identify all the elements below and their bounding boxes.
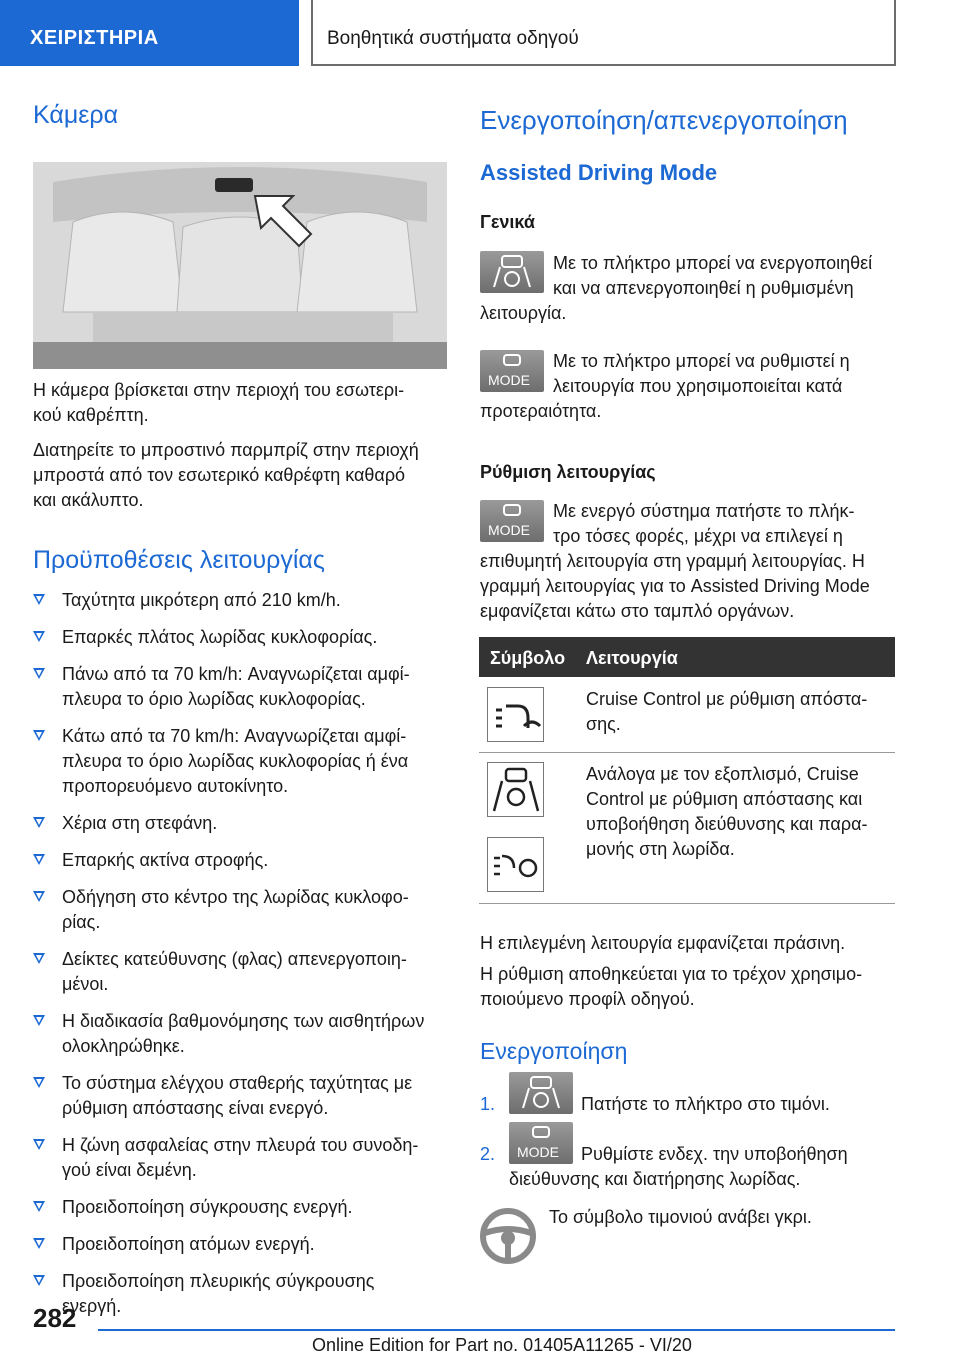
table-row-1-function: Cruise Control με ρύθμιση απόστα‐ σης. <box>586 689 868 734</box>
mode-label: MODE <box>488 372 530 388</box>
footer-edition: Online Edition for Part no. 01405A11265 - VI/20 <box>312 1335 692 1355</box>
requirement-item <box>33 811 453 836</box>
wheel-symbol-note: Το σύμβολο τιμονιού ανάβει γκρι. <box>549 1207 812 1227</box>
requirement-text: Προειδοποίηση ατόμων ενεργή. <box>62 1234 315 1254</box>
selected-function-note: Η επιλεγμένη λειτουργία εμφανίζεται πράσινη. <box>480 933 846 953</box>
profile-storage-note: Η ρύθμιση αποθηκεύεται για το τρέχον χρησιμο‐ ποιούμενο προφίλ οδηγού. <box>480 964 863 1009</box>
requirement-item <box>33 724 453 799</box>
requirement-text: Η διαδικασία βαθμονόμησης των αισθητήρων ολοκληρώθηκε. <box>62 1011 425 1056</box>
requirement-text: Το σύστημα ελέγχου σταθερής ταχύτητας με ρύθμιση απόστασης είναι ενεργό. <box>62 1073 413 1118</box>
requirement-text: Επαρκές πλάτος λωρίδας κυκλοφορίας. <box>62 627 378 647</box>
activation-deactivation-title: Ενεργοποίηση/απενεργοποίηση <box>480 105 848 135</box>
requirement-item <box>33 885 453 935</box>
cruise-control-distance-icon <box>488 688 545 743</box>
requirement-item <box>33 1133 453 1183</box>
requirement-text: Δείκτες κατεύθυνσης (φλας) απενεργοποιη‐ μένοι. <box>62 949 407 994</box>
bullet-triangle-icon <box>33 594 45 605</box>
step-1-button-image <box>509 1072 573 1114</box>
camera-paragraph-2: Διατηρείτε το μπροστινό παρμπρίζ στην περιοχή μπροστά από τον εσωτερικό καθρέφτη καθαρό και ακάλυπτο. <box>33 440 419 510</box>
bullet-triangle-icon <box>33 631 45 642</box>
general-paragraph-2-top: Με το πλήκτρο μπορεί να ρυθμιστεί η λειτουργία που χρησιμοποιείται κατά <box>553 351 850 396</box>
general-paragraph-1-end: λειτουργία. <box>480 303 567 323</box>
steering-wheel-icon <box>479 1207 537 1265</box>
step-2-text-line-1: Ρυθμίστε ενδεχ. την υποβοήθηση <box>581 1144 848 1164</box>
rear-seats-illustration <box>33 162 447 369</box>
header-chapter-label: Βοηθητικά συστήματα οδηγού <box>327 28 579 49</box>
requirement-text: Προειδοποίηση πλευρικής σύγκρουσης ενεργή. <box>62 1271 375 1316</box>
requirement-item <box>33 1232 453 1257</box>
camera-interior-photo <box>33 162 447 369</box>
requirements-list <box>33 588 453 1331</box>
header-section-tab <box>0 0 299 66</box>
requirement-text: Επαρκής ακτίνα στροφής. <box>62 850 269 870</box>
header-chapter-box <box>311 0 896 66</box>
step-2-number: 2. <box>480 1144 496 1164</box>
table-row-divider <box>479 752 895 753</box>
step-1-text: Πατήστε το πλήκτρο στο τιμόνι. <box>581 1094 830 1114</box>
general-title: Γενικά <box>480 212 535 232</box>
steering-assist-button-image <box>480 251 544 293</box>
page-number: 282 <box>33 1303 77 1333</box>
setting-paragraph-top: Με ενεργό σύστημα πατήστε το πλήκ‐ τρο τόσες φορές, μέχρι να επιλεγεί η <box>553 501 855 546</box>
bullet-triangle-icon <box>33 668 45 679</box>
bullet-triangle-icon <box>33 854 45 865</box>
bullet-triangle-icon <box>33 953 45 964</box>
cruise-steering-wheel-icon <box>488 838 545 893</box>
requirement-item <box>33 1071 453 1121</box>
steering-assist-icon <box>509 1072 573 1114</box>
requirement-text: Χέρια στη στεφάνη. <box>62 813 218 833</box>
bullet-triangle-icon <box>33 1201 45 1212</box>
requirement-text: Οδήγηση στο κέντρο της λωρίδας κυκλοφο‐ ρίας. <box>62 887 409 932</box>
step-2-mode-button-image <box>509 1122 573 1164</box>
mode-label: MODE <box>517 1144 559 1160</box>
assisted-driving-subtitle: Assisted Driving Mode <box>480 160 718 185</box>
requirement-item <box>33 662 453 712</box>
general-paragraph-2-end: προτεραιότητα. <box>480 401 602 421</box>
steering-assist-icon <box>480 251 544 293</box>
steering-assist-symbol <box>487 762 544 817</box>
requirement-item <box>33 1269 453 1319</box>
requirement-text: Ταχύτητα μικρότερη από 210 km/h. <box>62 590 341 610</box>
bullet-triangle-icon <box>33 730 45 741</box>
requirement-item <box>33 848 453 873</box>
step-2-text-line-2: διεύθυνσης και διατήρησης λωρίδας. <box>509 1169 801 1189</box>
bullet-triangle-icon <box>33 891 45 902</box>
requirement-text: Προειδοποίηση σύγκρουσης ενεργή. <box>62 1197 353 1217</box>
requirement-item <box>33 588 453 613</box>
requirement-text: Κάτω από τα 70 km/h: Αναγνωρίζεται αμφί‐ πλευρα το όριο λωρίδας κυκλοφορίας ή ένα προπορευόμενο αυτοκίνητο. <box>62 726 409 796</box>
bullet-triangle-icon <box>33 1139 45 1150</box>
bullet-triangle-icon <box>33 1077 45 1088</box>
column-symbol: Σύμβολο <box>490 648 566 668</box>
table-bottom-line <box>479 903 895 904</box>
bullet-triangle-icon <box>33 1275 45 1286</box>
table-row-2-function: Ανάλογα με τον εξοπλισμό, Cruise Control με ρύθμιση απόστασης και υποβοήθηση διεύθυνσης και παρα‐ μονής στη λωρίδα. <box>586 764 868 859</box>
bullet-triangle-icon <box>33 817 45 828</box>
bullet-triangle-icon <box>33 1238 45 1249</box>
cruise-steering-symbol <box>487 837 544 892</box>
general-paragraph-1-top: Με το πλήκτρο μπορεί να ενεργοποιηθεί και να απενεργοποιηθεί η ρυθμισμένη <box>553 253 873 298</box>
camera-paragraph-1: Η κάμερα βρίσκεται στην περιοχή του εσωτερι‐ κού καθρέπτη. <box>33 380 405 425</box>
mode-button-image-1 <box>480 350 544 392</box>
mode-label: MODE <box>488 522 530 538</box>
bullet-triangle-icon <box>33 1015 45 1026</box>
requirement-item <box>33 947 453 997</box>
requirement-text: Πάνω από τα 70 km/h: Αναγνωρίζεται αμφί‐ πλευρα το όριο λωρίδας κυκλοφορίας. <box>62 664 410 709</box>
function-setting-title: Ρύθμιση λειτουργίας <box>480 462 656 482</box>
column-function: Λειτουργία <box>586 648 678 668</box>
activation-title: Ενεργοποίηση <box>480 1038 628 1064</box>
requirements-title: Προϋποθέσεις λειτουργίας <box>33 546 325 574</box>
mode-button-image-2 <box>480 500 544 542</box>
steering-lane-assist-icon <box>488 763 545 818</box>
setting-paragraph-rest: επιθυμητή λειτουργία στη γραμμή λειτουργίας. Η γραμμή λειτουργίας για το Assisted Driving Mode εμφανίζεται κάτω στο ταμπλό οργάνων. <box>480 551 870 621</box>
cruise-control-symbol <box>487 687 544 742</box>
step-1-number: 1. <box>480 1094 496 1114</box>
requirement-item <box>33 625 453 650</box>
requirement-text: Η ζώνη ασφαλείας στην πλευρά του συνοδη‐ γού είναι δεμένη. <box>62 1135 419 1180</box>
camera-title: Κάμερα <box>33 101 119 129</box>
requirement-item <box>33 1195 453 1220</box>
requirement-item <box>33 1009 453 1059</box>
header-section-label: ΧΕΙΡΙΣΤΗΡΙΑ <box>30 27 159 49</box>
function-table-header <box>479 637 895 677</box>
footer-divider <box>98 1329 895 1331</box>
